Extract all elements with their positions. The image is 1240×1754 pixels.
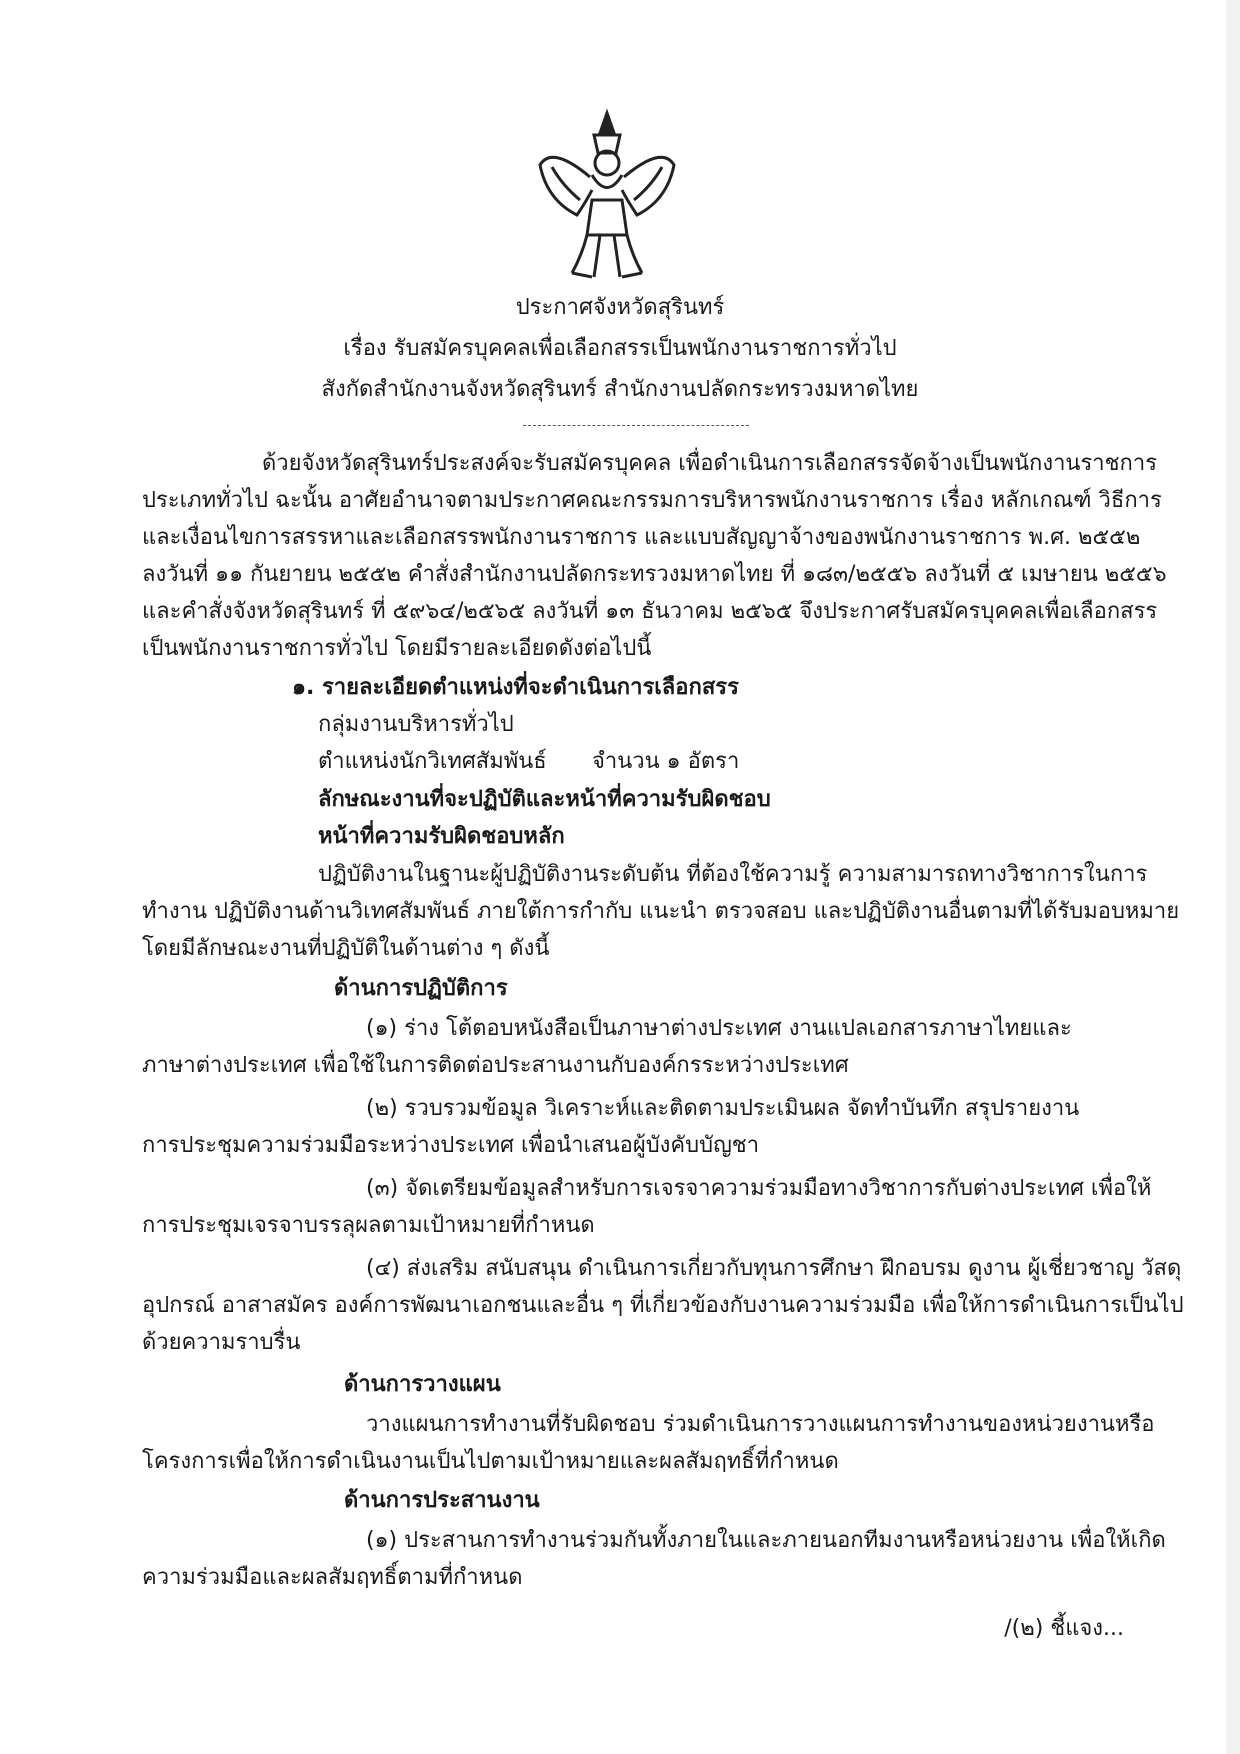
job-position: ตำแหน่งนักวิเทศสัมพันธ์ — [318, 749, 547, 774]
operations-item: (๔) ส่งเสริม สนับสนุน ดำเนินการเกี่ยวกับทุนการศึกษา ฝึกอบรม ดูงาน ผู้เชี่ยวชาญ วัสดุ — [366, 1256, 1182, 1281]
main-duties-line: ปฏิบัติงานในฐานะผู้ปฏิบัติงานระดับต้น ที่ต้องใช้ความรู้ ความสามารถทางวิชาการในการ — [318, 862, 1148, 887]
job-group: กลุ่มงานบริหารทั่วไป — [318, 712, 514, 737]
job-count: จำนวน ๑ อัตรา — [592, 749, 740, 774]
continuation-note: /(๒) ชี้แจง... — [1004, 1616, 1124, 1641]
operations-heading: ด้านการปฏิบัติการ — [334, 976, 508, 1001]
operations-item: (๓) จัดเตรียมข้อมูลสำหรับการเจรจาความร่วมมือทางวิชาการกับต่างประเทศ เพื่อให้ — [366, 1176, 1152, 1201]
operations-item: ภาษาต่างประเทศ เพื่อใช้ในการติดต่อประสานงานกับองค์กรระหว่างประเทศ — [142, 1053, 849, 1078]
operations-item: ด้วยความราบรื่น — [142, 1330, 301, 1355]
operations-item: การประชุมเจรจาบรรลุผลตามเป้าหมายที่กำหนด — [142, 1213, 595, 1238]
intro-line: และเงื่อนไขการสรรหาและเลือกสรรพนักงานราชการ และแบบสัญญาจ้างของพนักงานราชการ พ.ศ. ๒๕๕๒ — [142, 525, 1141, 550]
section-heading: ๑. รายละเอียดตำแหน่งที่จะดำเนินการเลือกสรร — [292, 675, 739, 700]
coordination-heading: ด้านการประสานงาน — [344, 1488, 540, 1513]
intro-line: ด้วยจังหวัดสุรินทร์ประสงค์จะรับสมัครบุคคล เพื่อดำเนินการเลือกสรรจัดจ้างเป็นพนักงานราชการ — [262, 451, 1158, 476]
duties-heading: ลักษณะงานที่จะปฏิบัติและหน้าที่ความรับผิดชอบ — [318, 787, 771, 812]
operations-item: (๑) ร่าง โต้ตอบหนังสือเป็นภาษาต่างประเทศ งานแปลเอกสารภาษาไทยและ — [366, 1016, 1072, 1041]
intro-line: ลงวันที่ ๑๑ กันยายน ๒๕๕๒ คำสั่งสำนักงานปลัดกระทรวงมหาดไทย ที่ ๑๘๓/๒๕๕๖ ลงวันที่ ๕ เมษายน ๒๕๕๖ — [142, 562, 1167, 587]
planning-line: วางแผนการทำงานที่รับผิดชอบ ร่วมดำเนินการวางแผนการทำงานของหน่วยงานหรือ — [366, 1412, 1155, 1437]
announcement-title: ประกาศจังหวัดสุรินทร์ — [515, 295, 725, 320]
operations-item: การประชุมความร่วมมือระหว่างประเทศ เพื่อนำเสนอผู้บังคับบัญชา — [142, 1133, 760, 1158]
main-duties-line: ทำงาน ปฏิบัติงานด้านวิเทศสัมพันธ์ ภายใต้การกำกับ แนะนำ ตรวจสอบ และปฏิบัติงานอื่นตามที่ได้รับมอบหมาย — [142, 899, 1180, 924]
main-duties-line: โดยมีลักษณะงานที่ปฏิบัติในด้านต่าง ๆ ดังนี้ — [142, 936, 550, 961]
announcement-subject: เรื่อง รับสมัครบุคคลเพื่อเลือกสรรเป็นพนักงานราชการทั่วไป — [343, 336, 897, 361]
planning-line: โครงการเพื่อให้การดำเนินงานเป็นไปตามเป้าหมายและผลสัมฤทธิ์ที่กำหนด — [142, 1449, 839, 1474]
header-divider — [523, 425, 749, 426]
operations-item: อุปกรณ์ อาสาสมัคร องค์การพัฒนาเอกชนและอื่น ๆ ที่เกี่ยวข้องกับงานความร่วมมือ เพื่อให้การดำเนินการเป็นไป — [142, 1293, 1184, 1318]
coordination-line: (๑) ประสานการทำงานร่วมกันทั้งภายในและภายนอกทีมงานหรือหน่วยงาน เพื่อให้เกิด — [366, 1528, 1166, 1553]
intro-line: และคำสั่งจังหวัดสุรินทร์ ที่ ๕๙๖๔/๒๕๖๕ ลงวันที่ ๑๓ ธันวาคม ๒๕๖๕ จึงประกาศรับสมัครบุคคลเพื่อเลือกสรร — [142, 599, 1158, 624]
intro-line: เป็นพนักงานราชการทั่วไป โดยมีรายละเอียดดังต่อไปนี้ — [142, 636, 652, 661]
coordination-line: ความร่วมมือและผลสัมฤทธิ์ตามที่กำหนด — [142, 1565, 523, 1590]
operations-item: (๒) รวบรวมข้อมูล วิเคราะห์และติดตามประเมินผล จัดทำบันทึก สรุปรายงาน — [366, 1096, 1080, 1121]
intro-line: ประเภททั่วไป ฉะนั้น อาศัยอำนาจตามประกาศคณะกรรมการบริหารพนักงานราชการ เรื่อง หลักเกณฑ์ วิธีการ — [142, 488, 1162, 513]
garuda-emblem-icon — [532, 105, 682, 285]
scan-edge — [1226, 0, 1240, 1754]
planning-heading: ด้านการวางแผน — [344, 1372, 501, 1397]
main-duties-heading: หน้าที่ความรับผิดชอบหลัก — [318, 824, 565, 849]
announcement-affiliation: สังกัดสำนักงานจังหวัดสุรินทร์ สำนักงานปลัดกระทรวงมหาดไทย — [321, 377, 919, 402]
garuda-emblem — [532, 105, 682, 285]
